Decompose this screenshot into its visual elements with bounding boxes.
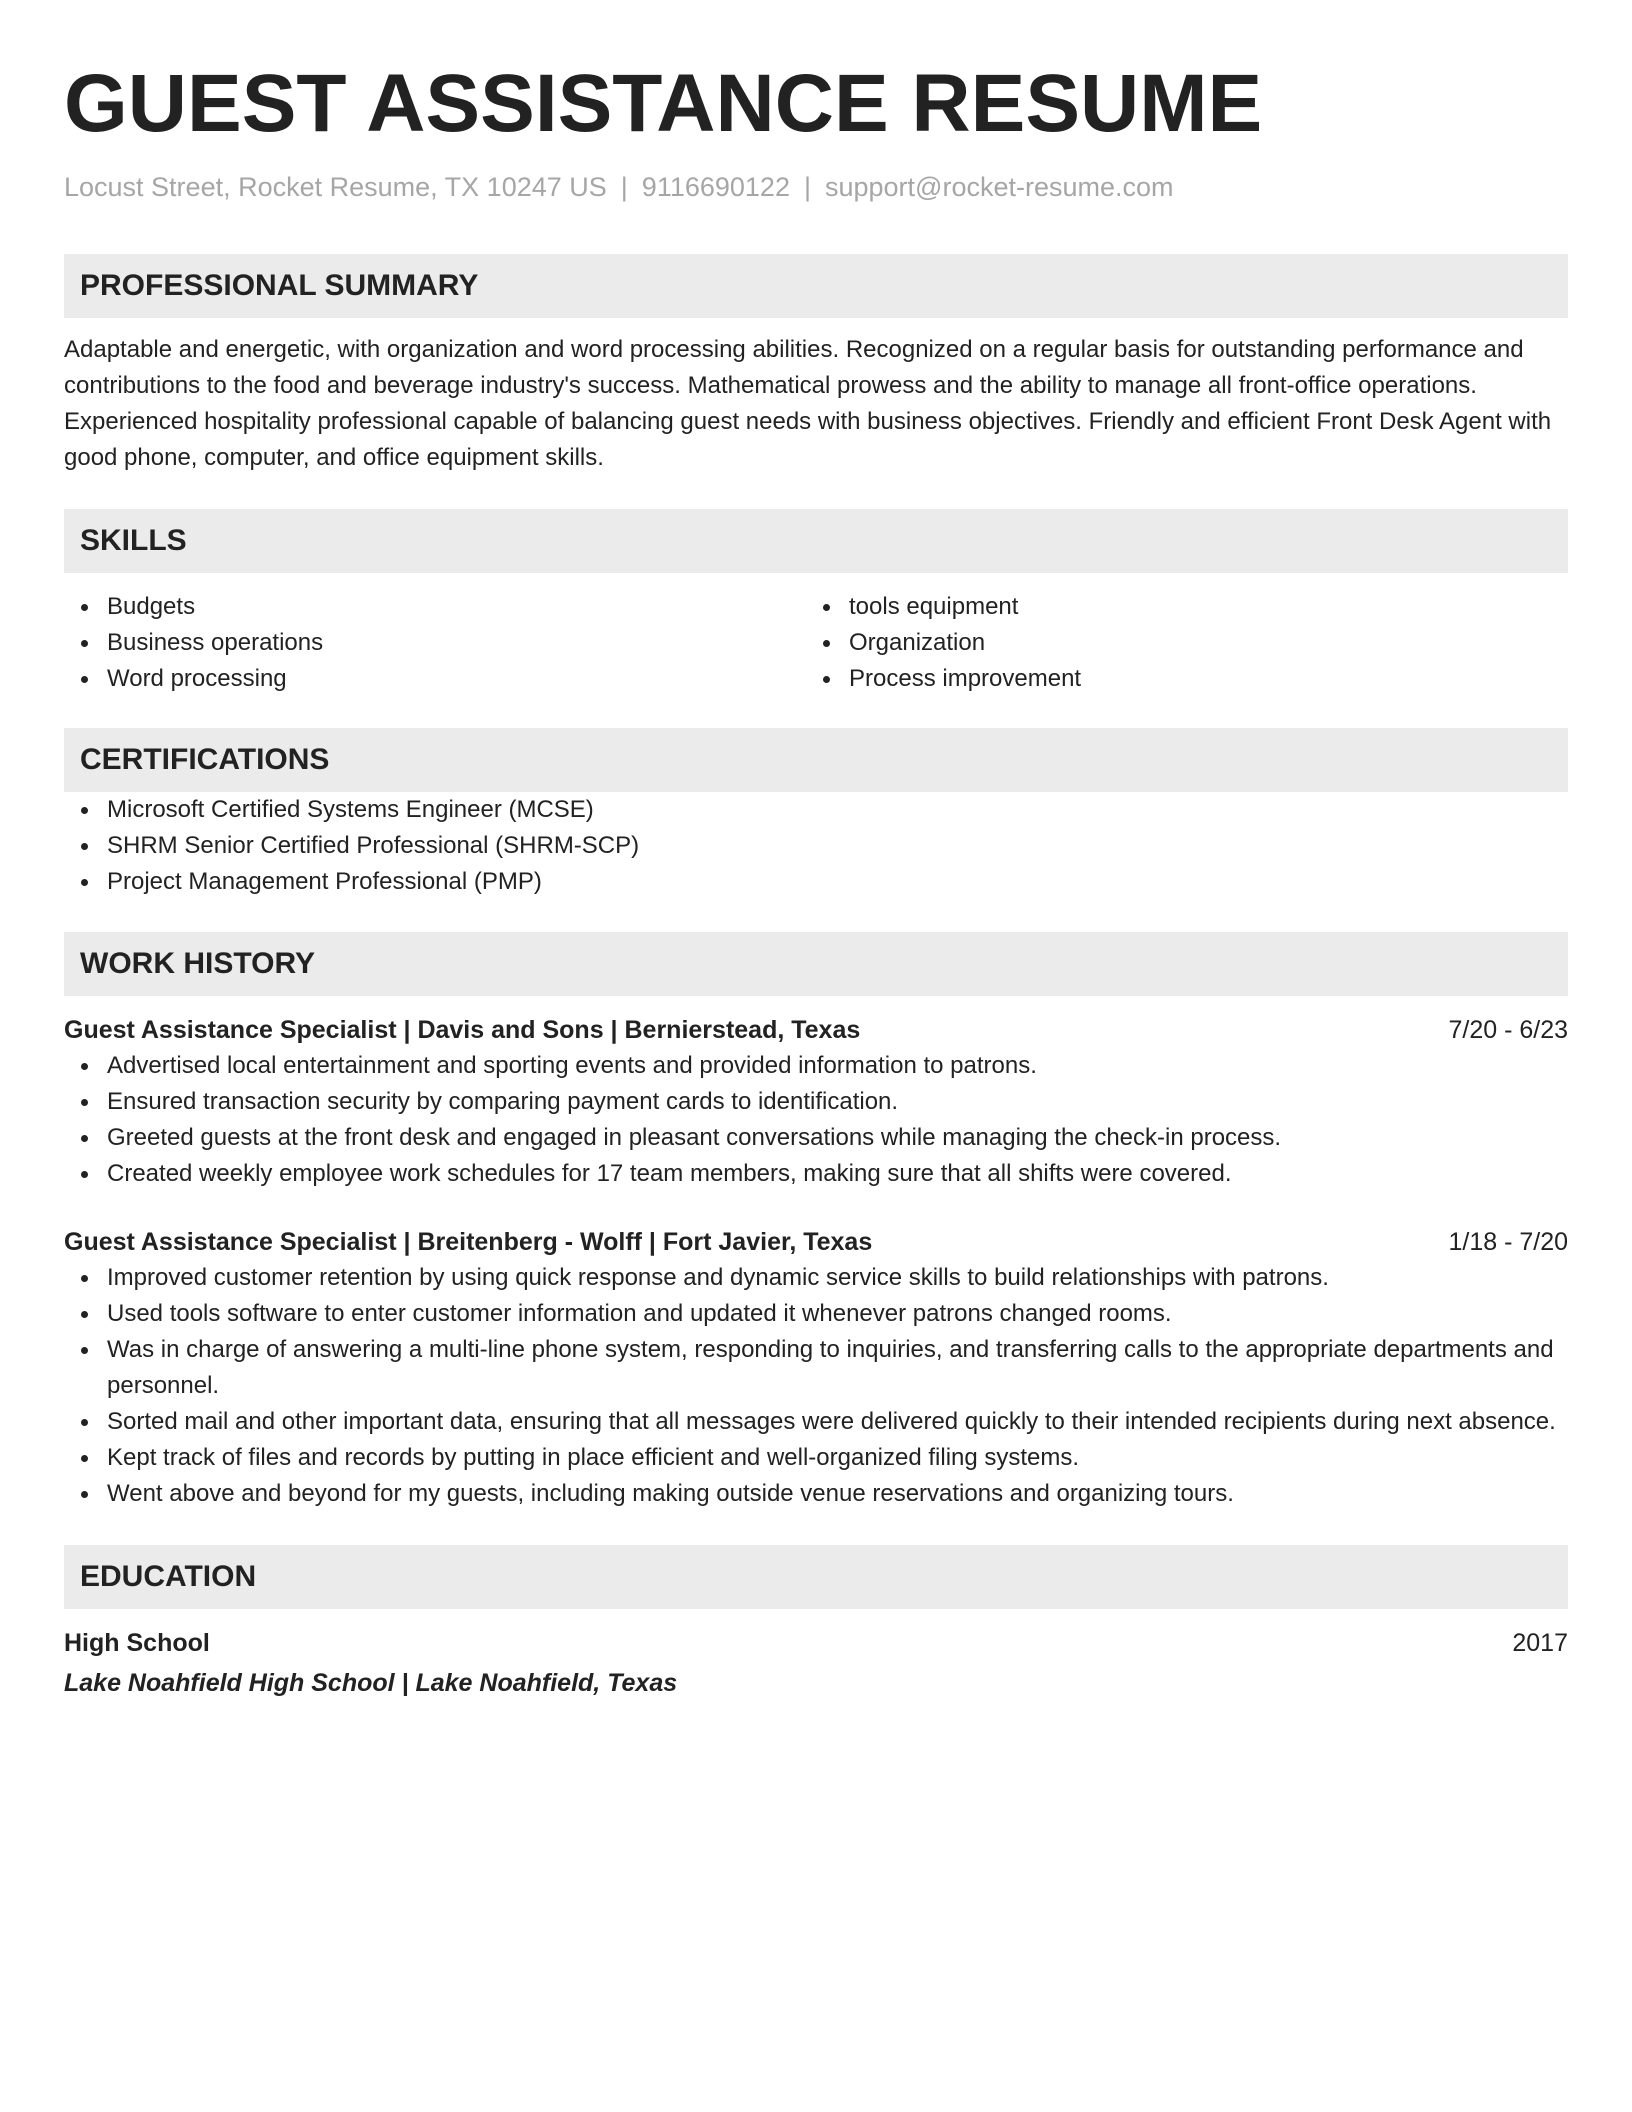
skill-item: Process improvement <box>806 661 1548 697</box>
job-bullet: Improved customer retention by using quick response and dynamic service skills to build relationships with patrons. <box>64 1260 1568 1296</box>
contact-phone: 9116690122 <box>641 172 790 202</box>
section-header-summary: PROFESSIONAL SUMMARY <box>64 254 1568 318</box>
job-dates: 7/20 - 6/23 <box>1448 1016 1568 1044</box>
skill-item: Budgets <box>64 589 806 625</box>
contact-line <box>64 170 1568 204</box>
section-header-certifications: CERTIFICATIONS <box>64 728 1568 792</box>
job-bullet: Was in charge of answering a multi-line phone system, responding to inquiries, and transferring calls to the appropriate departments and personnel. <box>64 1332 1568 1404</box>
skill-item: Organization <box>806 625 1548 661</box>
skill-item: tools equipment <box>806 589 1548 625</box>
job-bullet: Advertised local entertainment and sporting events and provided information to patrons. <box>64 1048 1568 1084</box>
section-header-work-history: WORK HISTORY <box>64 932 1568 996</box>
job-bullet: Created weekly employee work schedules for 17 team members, making sure that all shifts were covered. <box>64 1156 1568 1192</box>
job-bullet: Kept track of files and records by putting in place efficient and well-organized filing systems. <box>64 1440 1568 1476</box>
job-bullet: Ensured transaction security by comparing payment cards to identification. <box>64 1084 1568 1120</box>
section-header-education: EDUCATION <box>64 1545 1568 1609</box>
certification-list <box>64 792 1568 900</box>
skills-column-left <box>64 589 806 697</box>
skills-column-right <box>806 589 1548 697</box>
job-bullet-list <box>64 1048 1568 1192</box>
contact-separator: | <box>620 172 628 202</box>
certification-item: Microsoft Certified Systems Engineer (MCSE) <box>64 792 1568 828</box>
skill-item: Business operations <box>64 625 806 661</box>
education-heading <box>64 1625 1568 1661</box>
certification-item: Project Management Professional (PMP) <box>64 864 1568 900</box>
job-bullet: Greeted guests at the front desk and engaged in pleasant conversations while managing the check-in process. <box>64 1120 1568 1156</box>
job-heading <box>64 1224 1568 1260</box>
section-header-skills: SKILLS <box>64 509 1568 573</box>
job-bullet-list <box>64 1260 1568 1512</box>
summary-text: Adaptable and energetic, with organization and word processing abilities. Recognized on a regular basis for outstanding performance and contributions to the food and beverage industry's success. Mathematical prowess and the ability to manage all front-office operations. Experienced hospitality professional capable of balancing guest needs with business objectives. Friendly and efficient Front Desk Agent with good phone, computer, and office equipment skills. <box>64 336 1552 471</box>
education-degree: High School <box>64 1629 210 1657</box>
skills-grid <box>64 589 1568 697</box>
skill-item: Word processing <box>64 661 806 697</box>
job-title: Guest Assistance Specialist | Davis and Sons | Bernierstead, Texas <box>64 1016 861 1044</box>
job-bullet: Sorted mail and other important data, ensuring that all messages were delivered quickly to their intended recipients during next absence. <box>64 1404 1568 1440</box>
job-title: Guest Assistance Specialist | Breitenberg - Wolff | Fort Javier, Texas <box>64 1228 873 1256</box>
job-dates: 1/18 - 7/20 <box>1448 1228 1568 1256</box>
contact-separator: | <box>803 172 811 202</box>
job-bullet: Used tools software to enter customer information and updated it whenever patrons changed rooms. <box>64 1296 1568 1332</box>
contact-email: support@rocket-resume.com <box>824 172 1174 202</box>
job-heading <box>64 1012 1568 1048</box>
education-school: Lake Noahfield High School | Lake Noahfield, Texas <box>64 1669 678 1697</box>
resume-title: GUEST ASSISTANCE RESUME <box>64 58 1263 149</box>
job-bullet: Went above and beyond for my guests, including making outside venue reservations and organizing tours. <box>64 1476 1568 1512</box>
education-year: 2017 <box>1512 1629 1568 1657</box>
contact-address: Locust Street, Rocket Resume, TX 10247 US <box>64 172 607 202</box>
certification-item: SHRM Senior Certified Professional (SHRM-SCP) <box>64 828 1568 864</box>
